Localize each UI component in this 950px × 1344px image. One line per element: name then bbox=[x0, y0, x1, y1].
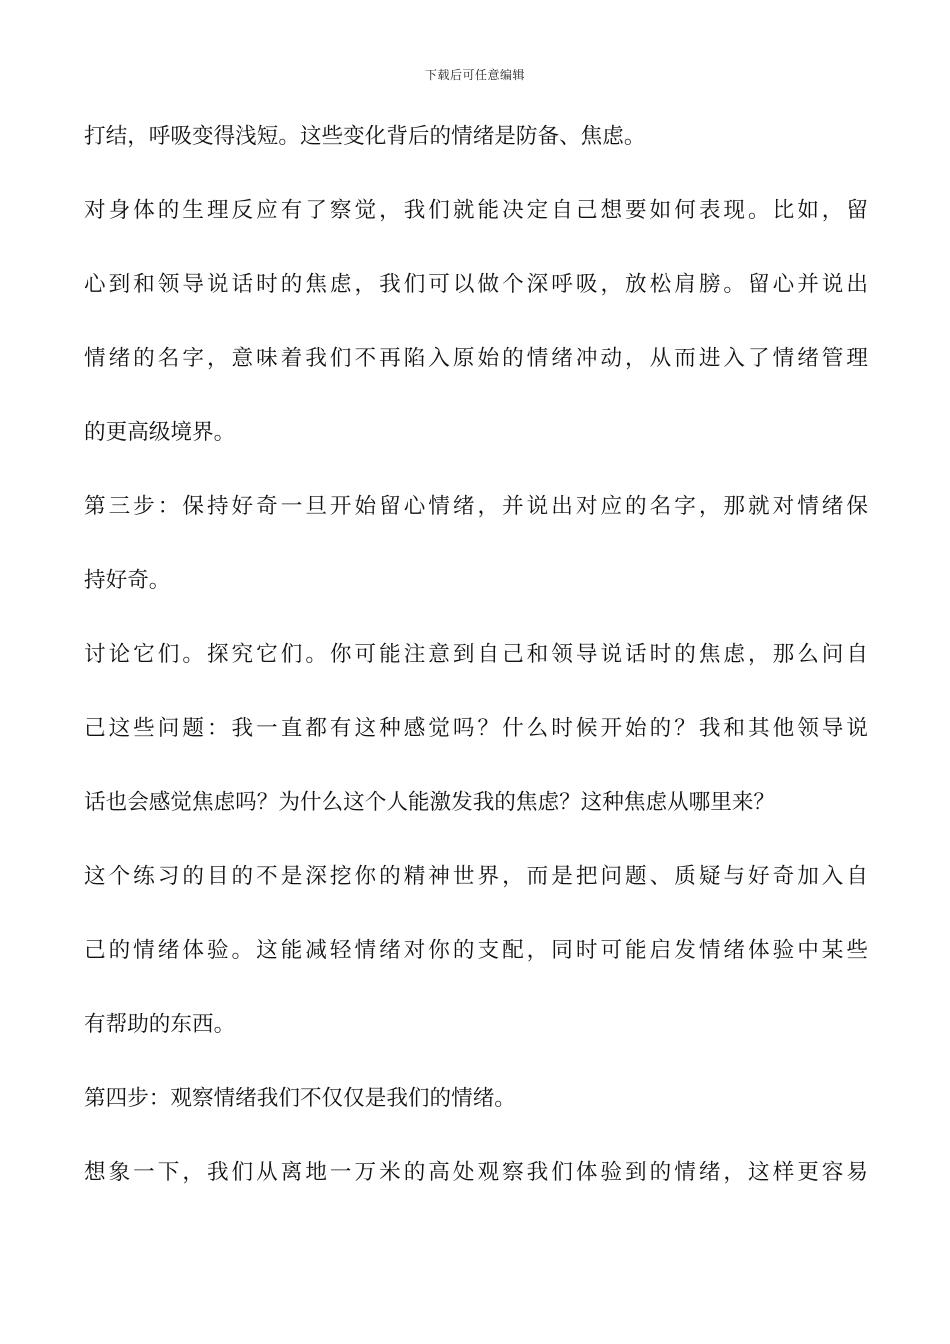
text-line-15: 想象一下，我们从离地一万米的高处观察我们体验到的情绪，这样更容易 bbox=[84, 1160, 868, 1185]
text-line-1: 打结，呼吸变得浅短。这些变化背后的情绪是防备、焦虑。 bbox=[84, 124, 646, 149]
text-line-4: 情绪的名字，意味着我们不再陷入原始的情绪冲动，从而进入了情绪管理 bbox=[84, 346, 868, 371]
text-line-7: 持好奇。 bbox=[84, 568, 171, 593]
text-line-8: 讨论它们。探究它们。你可能注意到自己和领导说话时的焦虑，那么问自 bbox=[84, 642, 868, 667]
body-text bbox=[84, 116, 868, 1226]
text-line-14: 第四步：观察情绪我们不仅仅是我们的情绪。 bbox=[84, 1086, 516, 1111]
text-line-6: 第三步：保持好奇一旦开始留心情绪，并说出对应的名字，那就对情绪保 bbox=[84, 494, 868, 519]
text-line-3: 心到和领导说话时的焦虑，我们可以做个深呼吸，放松肩膀。留心并说出 bbox=[84, 272, 868, 297]
page-header: 下载后可任意编辑 bbox=[424, 68, 525, 82]
text-line-12: 己的情绪体验。这能减轻情绪对你的支配，同时可能启发情绪体验中某些 bbox=[84, 938, 868, 963]
text-line-11: 这个练习的目的不是深挖你的精神世界，而是把问题、质疑与好奇加入自 bbox=[84, 864, 868, 889]
text-line-13: 有帮助的东西。 bbox=[84, 1012, 236, 1037]
text-line-5: 的更高级境界。 bbox=[84, 420, 236, 445]
text-line-2: 对身体的生理反应有了察觉，我们就能决定自己想要如何表现。比如，留 bbox=[84, 198, 868, 223]
text-line-9: 己这些问题：我一直都有这种感觉吗？什么时候开始的？我和其他领导说 bbox=[84, 716, 868, 741]
text-line-10: 话也会感觉焦虑吗？为什么这个人能激发我的焦虑？这种焦虑从哪里来？ bbox=[84, 790, 776, 815]
